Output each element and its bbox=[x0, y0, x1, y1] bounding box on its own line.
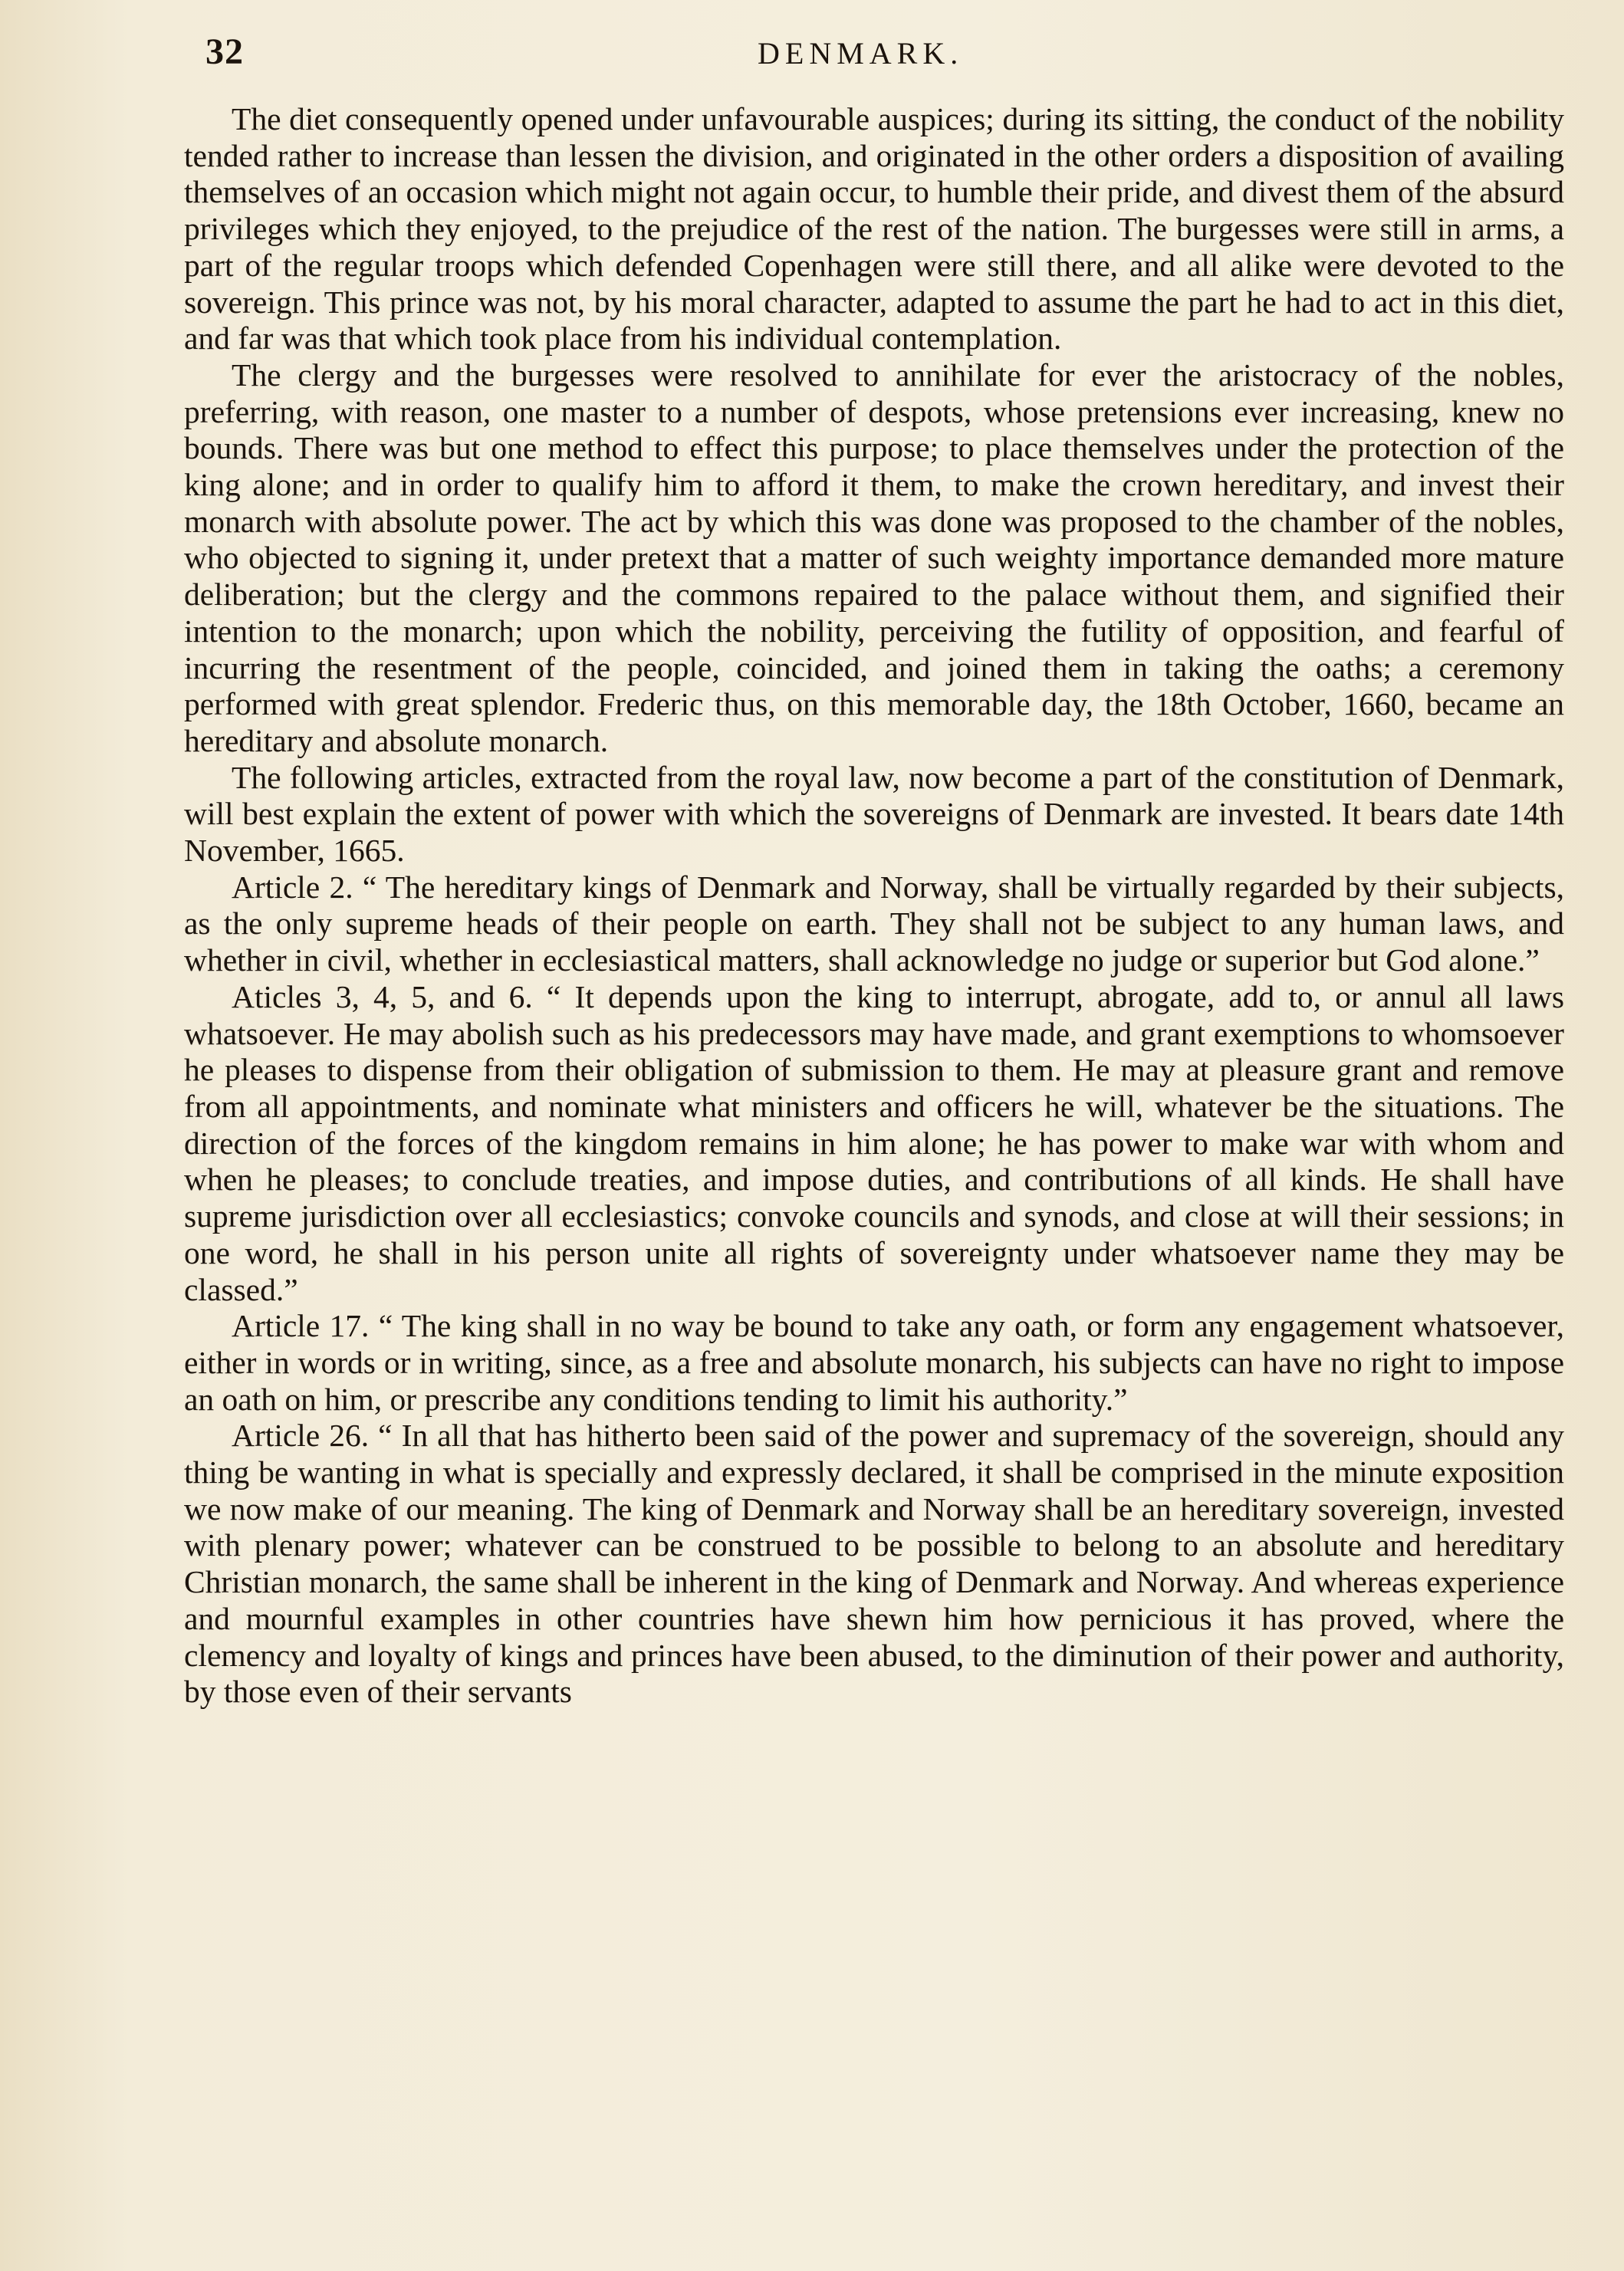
body-text bbox=[184, 101, 1564, 1711]
paragraph-articles-3-6: Aticles 3, 4, 5, and 6. “ It depends upon the king to interrupt, abrogate, add to, or annul all laws whatsoever. He may abolish such as his predecessors may have made, and grant exemptions to whomsoever he pleases to dispense from their obligation of submission to them. He may at pleasure grant and remove from all appointments, and nominate what ministers and officers he will, whatever be the situations. The direction of the forces of the kingdom remains in him alone; he has power to make war with whom and when he pleases; to conclude treaties, and impose duties, and contributions of all kinds. He shall have supreme jurisdiction over all ecclesiastics; convoke councils and synods, and close at will their sessions; in one word, he shall in his person unite all rights of sovereignty under whatsoever name they may be classed.” bbox=[184, 978, 1564, 1307]
paragraph-royal-law: The following articles, extracted from the royal law, now become a part of the constitution of Denmark, will best explain the extent of power with which the sovereigns of Denmark are invested. It bears date 14th November, 1665. bbox=[184, 759, 1564, 869]
paragraph-article-17: Article 17. “ The king shall in no way be bound to take any oath, or form any engagement whatsoever, either in words or in writing, since, as a free and absolute monarch, his subjects can have no right to impose an oath on him, or prescribe any conditions tending to limit his authority.” bbox=[184, 1308, 1564, 1417]
paragraph-article-2: Article 2. “ The hereditary kings of Denmark and Norway, shall be virtually regarded by their subjects, as the only supreme heads of their people on earth. They shall not be subject to any human laws, and whether in civil, whether in ecclesiastical matters, shall acknowledge no judge or superior but God alone.” bbox=[184, 869, 1564, 978]
page-number: 32 bbox=[205, 31, 244, 72]
paragraph-diet: The diet consequently opened under unfavourable auspices; during its sitting, the conduct of the nobility tended rather to increase than lessen the division, and originated in the other orders a disposition of availing themselves of an occasion which might not again occur, to humble their pride, and divest them of the absurd privileges which they enjoyed, to the prejudice of the rest of the nation. The burgesses were still in arms, a part of the regular troops which defended Copenhagen were still there, and all alike were devoted to the sovereign. This prince was not, by his moral character, adapted to assume the part he had to act in this diet, and far was that which took place from his individual contemplation. bbox=[184, 101, 1564, 357]
paragraph-clergy-burgesses: The clergy and the burgesses were resolved to annihilate for ever the aristocracy of the nobles, preferring, with reason, one master to a number of despots, whose pretensions ever increasing, knew no bounds. There was but one method to effect this purpose; to place themselves under the protection of the king alone; and in order to qualify him to afford it them, to make the crown hereditary, and invest their monarch with absolute power. The act by which this was done was proposed to the chamber of the nobles, who objected to signing it, under pretext that a matter of such weighty importance demanded more mature deliberation; but the clergy and the commons repaired to the palace without them, and signified their intention to the monarch; upon which the nobility, perceiving the futility of opposition, and fearful of incurring the resentment of the people, coincided, and joined them in taking the oaths; a ceremony performed with great splendor. Frederic thus, on this memorable day, the 18th October, 1660, became an hereditary and absolute monarch. bbox=[184, 357, 1564, 758]
paragraph-article-26: Article 26. “ In all that has hitherto been said of the power and supremacy of the sovereign, should any thing be wanting in what is specially and expressly declared, it shall be comprised in the minute exposition we now make of our meaning. The king of Denmark and Norway shall be an hereditary sovereign, invested with plenary power; whatever can be construed to be possible to belong to an absolute and hereditary Christian monarch, the same shall be inherent in the king of Denmark and Norway. And whereas experience and mournful examples in other countries have shewn him how pernicious it has proved, where the clemency and loyalty of kings and princes have been abused, to the diminution of their power and authority, by those even of their servants bbox=[184, 1418, 1564, 1710]
page-header bbox=[205, 31, 1593, 84]
running-title: DENMARK. bbox=[758, 36, 964, 71]
